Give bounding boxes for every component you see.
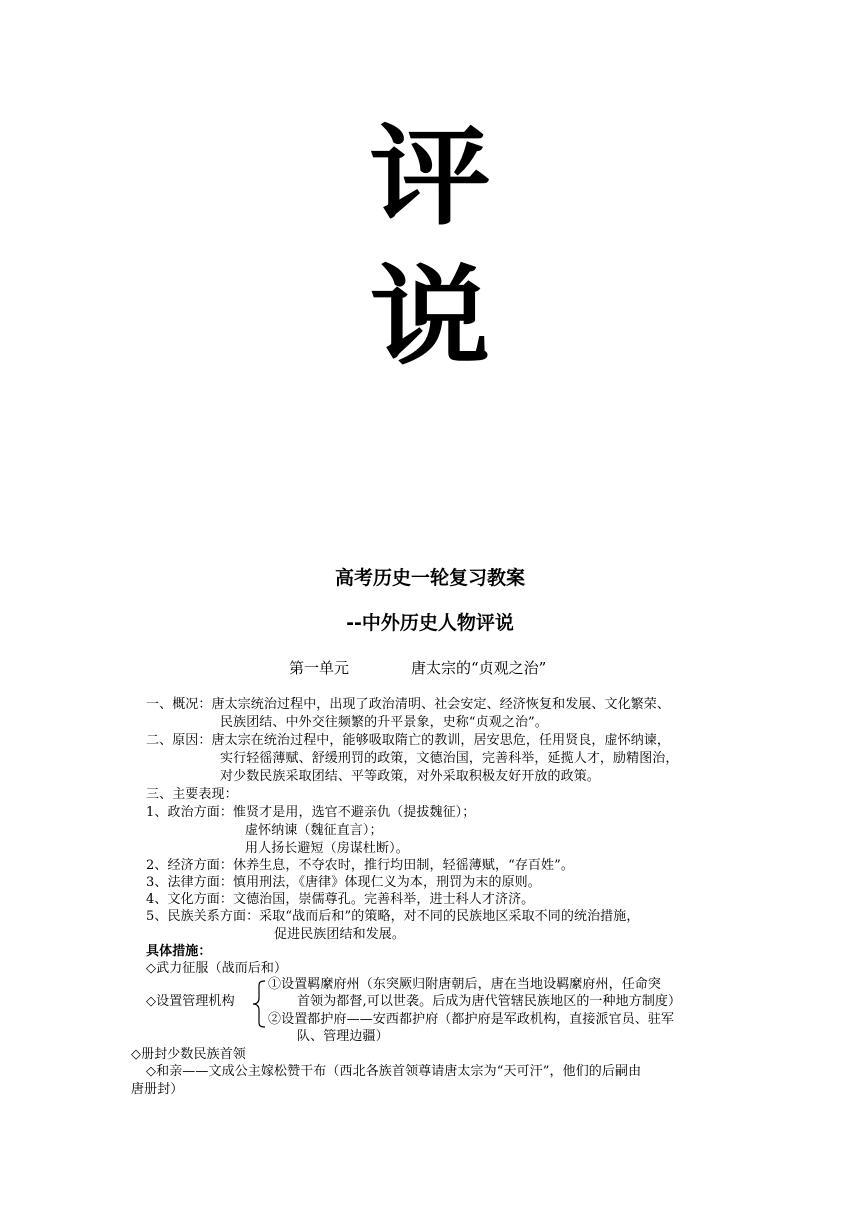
measure-jimi-line1: ①设置羁縻府州（东突厥归附唐朝后，唐在当地设羁縻府州，任命突 bbox=[268, 977, 662, 992]
point-politics-line1: 1、政治方面：惟贤才是用，选官不避亲仇（提拔魏征）； bbox=[146, 805, 476, 820]
point-culture: 4、文化方面：文德治国，崇儒尊孔。完善科举，进士科人才济济。 bbox=[146, 892, 535, 907]
document-title: 高考历史一轮复习教案 bbox=[334, 567, 525, 589]
measure-admin-label: ◇设置管理机构 bbox=[146, 994, 235, 1009]
measure-duhu-line1: ②设置都护府——安西都护府（都护府是军政机构，直接派官员、驻军 bbox=[268, 1012, 675, 1027]
point-politics-line2: 虚怀纳谏（魏征直言）； bbox=[245, 823, 383, 838]
measure-heqin-line2: 唐册封） bbox=[131, 1082, 184, 1097]
section-reasons-line2: 实行轻徭薄赋、舒缓刑罚的政策，文德治国，完善科举，延揽人才，励精图治， bbox=[220, 751, 679, 766]
cover-char-ping: 评 bbox=[369, 115, 491, 240]
measures-heading: 具体措施： bbox=[146, 944, 212, 959]
point-economy: 2、经济方面：休养生息，不夺农时，推行均田制，轻徭薄赋，“存百姓”。 bbox=[146, 858, 574, 873]
point-law: 3、法律方面：慎用刑法，《唐律》体现仁义为本，刑罚为末的原则。 bbox=[146, 875, 541, 890]
point-ethnic-line1: 5、民族关系方面：采取“战而后和”的策略，对不同的民族地区采取不同的统治措施， bbox=[146, 909, 640, 924]
section-overview-line1: 一、概况：唐太宗统治过程中，出现了政治清明、社会安定、经济恢复和发展、文化繁荣、 bbox=[146, 697, 671, 712]
unit-topic: 唐太宗的“贞观之治” bbox=[411, 659, 547, 677]
brace-icon bbox=[252, 980, 266, 1028]
unit-label: 第一单元 bbox=[289, 659, 350, 677]
section-overview-line2: 民族团结、中外交往频繁的升平景象，史称“贞观之治”。 bbox=[220, 715, 548, 730]
measure-duhu-line2: 队、管理边疆） bbox=[297, 1029, 389, 1044]
point-politics-line3: 用人扬长避短（房谋杜断）。 bbox=[245, 841, 409, 856]
measure-enfeoff: ◇册封少数民族首领 bbox=[131, 1047, 246, 1062]
section-main-heading: 三、主要表现： bbox=[146, 787, 238, 802]
section-reasons-line1: 二、原因：唐太宗在统治过程中，能够吸取隋亡的教训，居安思危，任用贤良，虚怀纳谏， bbox=[146, 733, 671, 748]
point-ethnic-line2: 促进民族团结和发展。 bbox=[274, 927, 406, 942]
document-subtitle: --中外历史人物评说 bbox=[346, 612, 514, 634]
measure-military: ◇武力征服（战而后和） bbox=[146, 961, 288, 976]
section-reasons-line3: 对少数民族采取团结、平等政策，对外采取积极友好开放的政策。 bbox=[220, 769, 600, 784]
measure-heqin-line1: ◇和亲——文成公主嫁松赞干布（西北各族首领尊请唐太宗为“天可汗”，他们的后嗣由 bbox=[146, 1064, 642, 1079]
measure-jimi-line2: 首领为都督,可以世袭。后成为唐代管辖民族地区的一种地方制度） bbox=[297, 994, 682, 1009]
cover-char-shuo: 说 bbox=[369, 255, 491, 380]
